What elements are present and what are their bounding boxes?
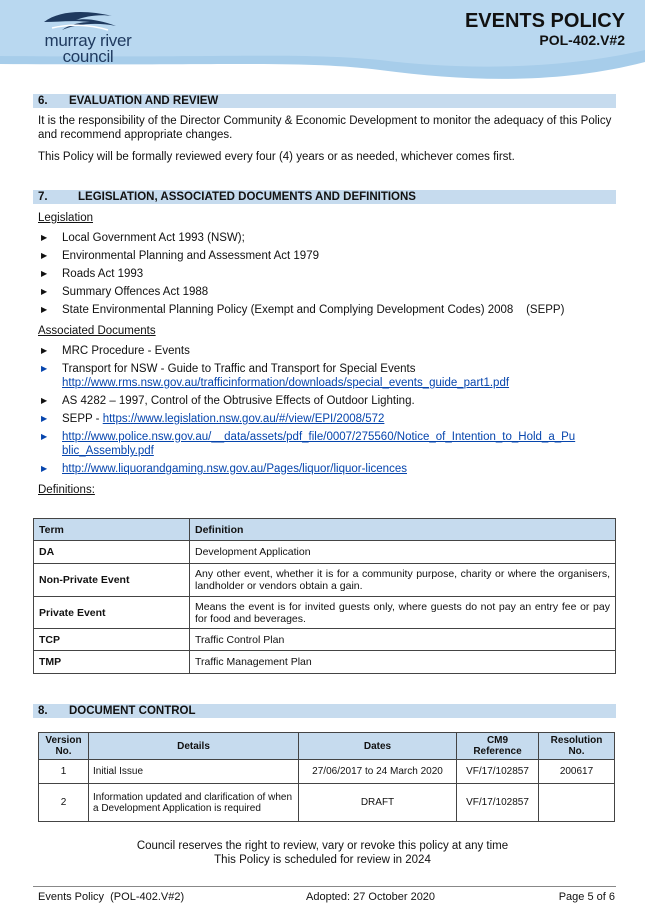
section-7-title: LEGISLATION, ASSOCIATED DOCUMENTS AND DEFINITIONS — [78, 191, 416, 203]
term-cell: TCP — [34, 629, 190, 651]
policy-title: EVENTS POLICY — [464, 10, 625, 32]
legislation-item: Roads Act 1993 — [62, 268, 144, 280]
table-header-row — [34, 519, 616, 541]
section-7-body — [38, 211, 616, 497]
definition-cell: Means the event is for invited guests only, where guests do not pay an entry fee or pay for food and beverages. — [190, 597, 616, 629]
bullet-icon: ▶ — [41, 464, 48, 473]
document-title-block — [465, 10, 625, 48]
list-item — [38, 249, 616, 263]
legislation-list — [38, 231, 616, 317]
table-row — [34, 629, 616, 651]
list-item — [38, 362, 616, 390]
header-text: Reference — [473, 746, 522, 757]
version-cell: 1 — [39, 760, 89, 784]
column-header-version — [39, 733, 89, 760]
column-header-details: Details — [89, 733, 299, 760]
table-row — [34, 597, 616, 629]
footer-divider — [33, 886, 616, 887]
footer-document-name: Events Policy (POL-402.V#2) — [38, 891, 185, 903]
bullet-icon: ▶ — [41, 305, 48, 314]
associated-documents-list — [38, 344, 616, 476]
sepp-link[interactable]: https://www.legislation.nsw.gov.au/#/view/EPI/2008/572 — [102, 413, 385, 425]
liquor-licences-link[interactable]: http://www.liquorandgaming.nsw.gov.au/Pages/liquor/liquor-licences — [62, 463, 407, 475]
definitions-table — [33, 518, 616, 674]
table-row — [34, 564, 616, 597]
column-header-definition: Definition — [190, 519, 616, 541]
table-row — [34, 651, 616, 674]
term-cell: TMP — [34, 651, 190, 674]
details-cell: Information updated and clarification of when a Development Application is required — [89, 784, 299, 822]
legislation-heading: Legislation — [38, 212, 93, 224]
section-6-paragraph-2: This Policy will be formally reviewed every four (4) years or as needed, whichever comes first. — [38, 151, 515, 163]
definition-cell: Any other event, whether it is for a community purpose, charity or where the organisers, landholder or vendors obtain a gain. — [190, 564, 616, 597]
footer-adopted-date: Adopted: 27 October 2020 — [306, 891, 436, 903]
definition-cell: Traffic Management Plan — [190, 651, 616, 674]
list-item — [38, 231, 616, 245]
section-8-number: 8. — [38, 705, 48, 717]
section-8-title: DOCUMENT CONTROL — [69, 705, 196, 717]
definition-cell: Development Application — [190, 541, 616, 564]
bullet-icon: ▶ — [41, 432, 48, 441]
table-row — [34, 541, 616, 564]
council-logo-text — [34, 33, 142, 65]
section-7-number: 7. — [38, 191, 48, 203]
bullet-icon: ▶ — [41, 364, 48, 373]
bullet-icon: ▶ — [41, 346, 48, 355]
assoc-item: MRC Procedure - Events — [62, 345, 190, 357]
column-header-cm9 — [457, 733, 539, 760]
table-row — [39, 760, 615, 784]
bullet-icon: ▶ — [41, 287, 48, 296]
bullet-icon: ▶ — [41, 396, 48, 405]
column-header-term: Term — [34, 519, 190, 541]
bullet-icon: ▶ — [41, 269, 48, 278]
legislation-item: Local Government Act 1993 (NSW); — [62, 232, 245, 244]
section-8-heading — [33, 704, 616, 718]
section-6-body — [38, 114, 616, 164]
section-7-heading — [33, 190, 616, 204]
resolution-cell: 200617 — [539, 760, 615, 784]
special-events-guide-link[interactable]: http://www.rms.nsw.gov.au/trafficinformation/downloads/special_events_guide_part1.pdf — [62, 377, 510, 389]
legislation-item: Environmental Planning and Assessment Act 1979 — [62, 250, 319, 262]
list-item — [38, 344, 616, 358]
section-6-number: 6. — [38, 95, 48, 107]
cm9-cell: VF/17/102857 — [457, 784, 539, 822]
list-item — [38, 285, 616, 299]
column-header-dates: Dates — [299, 733, 457, 760]
header-text: No. — [568, 746, 585, 757]
legislation-item: State Environmental Planning Policy (Exempt and Complying Development Codes) 2008 (SEPP) — [62, 304, 565, 316]
list-item — [38, 462, 616, 476]
list-item — [38, 412, 616, 426]
header-text: No. — [55, 746, 72, 757]
version-cell: 2 — [39, 784, 89, 822]
column-header-resolution — [539, 733, 615, 760]
police-notice-link[interactable]: http://www.police.nsw.gov.au/__data/assets/pdf_file/0007/275560/Notice_of_Intention_to_Hold_a_Pu — [62, 431, 576, 443]
definitions-heading: Definitions: — [38, 484, 95, 496]
logo-line-2: council — [62, 47, 114, 66]
list-item — [38, 267, 616, 281]
section-6-title: EVALUATION AND REVIEW — [69, 95, 219, 107]
header-text: CM9 — [486, 735, 509, 746]
list-item — [38, 394, 616, 408]
resolution-cell — [539, 784, 615, 822]
section-6-heading — [33, 94, 616, 108]
bullet-icon: ▶ — [41, 414, 48, 423]
term-cell: Private Event — [34, 597, 190, 629]
assoc-item: SEPP - — [62, 413, 103, 425]
section-6-paragraph-1: It is the responsibility of the Director Community & Economic Development to monitor the adequacy of this Policy and recommend appropriate changes. — [38, 115, 612, 141]
table-row — [39, 784, 615, 822]
list-item — [38, 303, 616, 317]
definition-cell: Traffic Control Plan — [190, 629, 616, 651]
dates-cell: 27/06/2017 to 24 March 2020 — [299, 760, 457, 784]
bullet-icon: ▶ — [41, 251, 48, 260]
police-notice-link-cont[interactable]: blic_Assembly.pdf — [62, 445, 154, 457]
header-text: Version — [45, 735, 82, 746]
associated-documents-heading: Associated Documents — [38, 325, 156, 337]
header-text: Resolution — [550, 735, 603, 746]
term-cell: DA — [34, 541, 190, 564]
term-cell: Non-Private Event — [34, 564, 190, 597]
review-note-2: This Policy is scheduled for review in 2024 — [214, 854, 431, 866]
list-item — [38, 430, 616, 458]
dates-cell: DRAFT — [299, 784, 457, 822]
legislation-item: Summary Offences Act 1988 — [62, 286, 209, 298]
bullet-icon: ▶ — [41, 233, 48, 242]
details-cell: Initial Issue — [89, 760, 299, 784]
review-note-1: Council reserves the right to review, vary or revoke this policy at any time — [136, 840, 509, 852]
cm9-cell: VF/17/102857 — [457, 760, 539, 784]
document-control-table — [38, 732, 615, 822]
assoc-item: Transport for NSW - Guide to Traffic and Transport for Special Events — [62, 363, 416, 375]
footer-page-number: Page 5 of 6 — [558, 891, 615, 903]
logo-line-1: murray river — [44, 31, 132, 50]
table-header-row — [39, 733, 615, 760]
assoc-item: AS 4282 – 1997, Control of the Obtrusive Effects of Outdoor Lighting. — [62, 395, 415, 407]
policy-code: POL-402.V#2 — [539, 32, 625, 48]
